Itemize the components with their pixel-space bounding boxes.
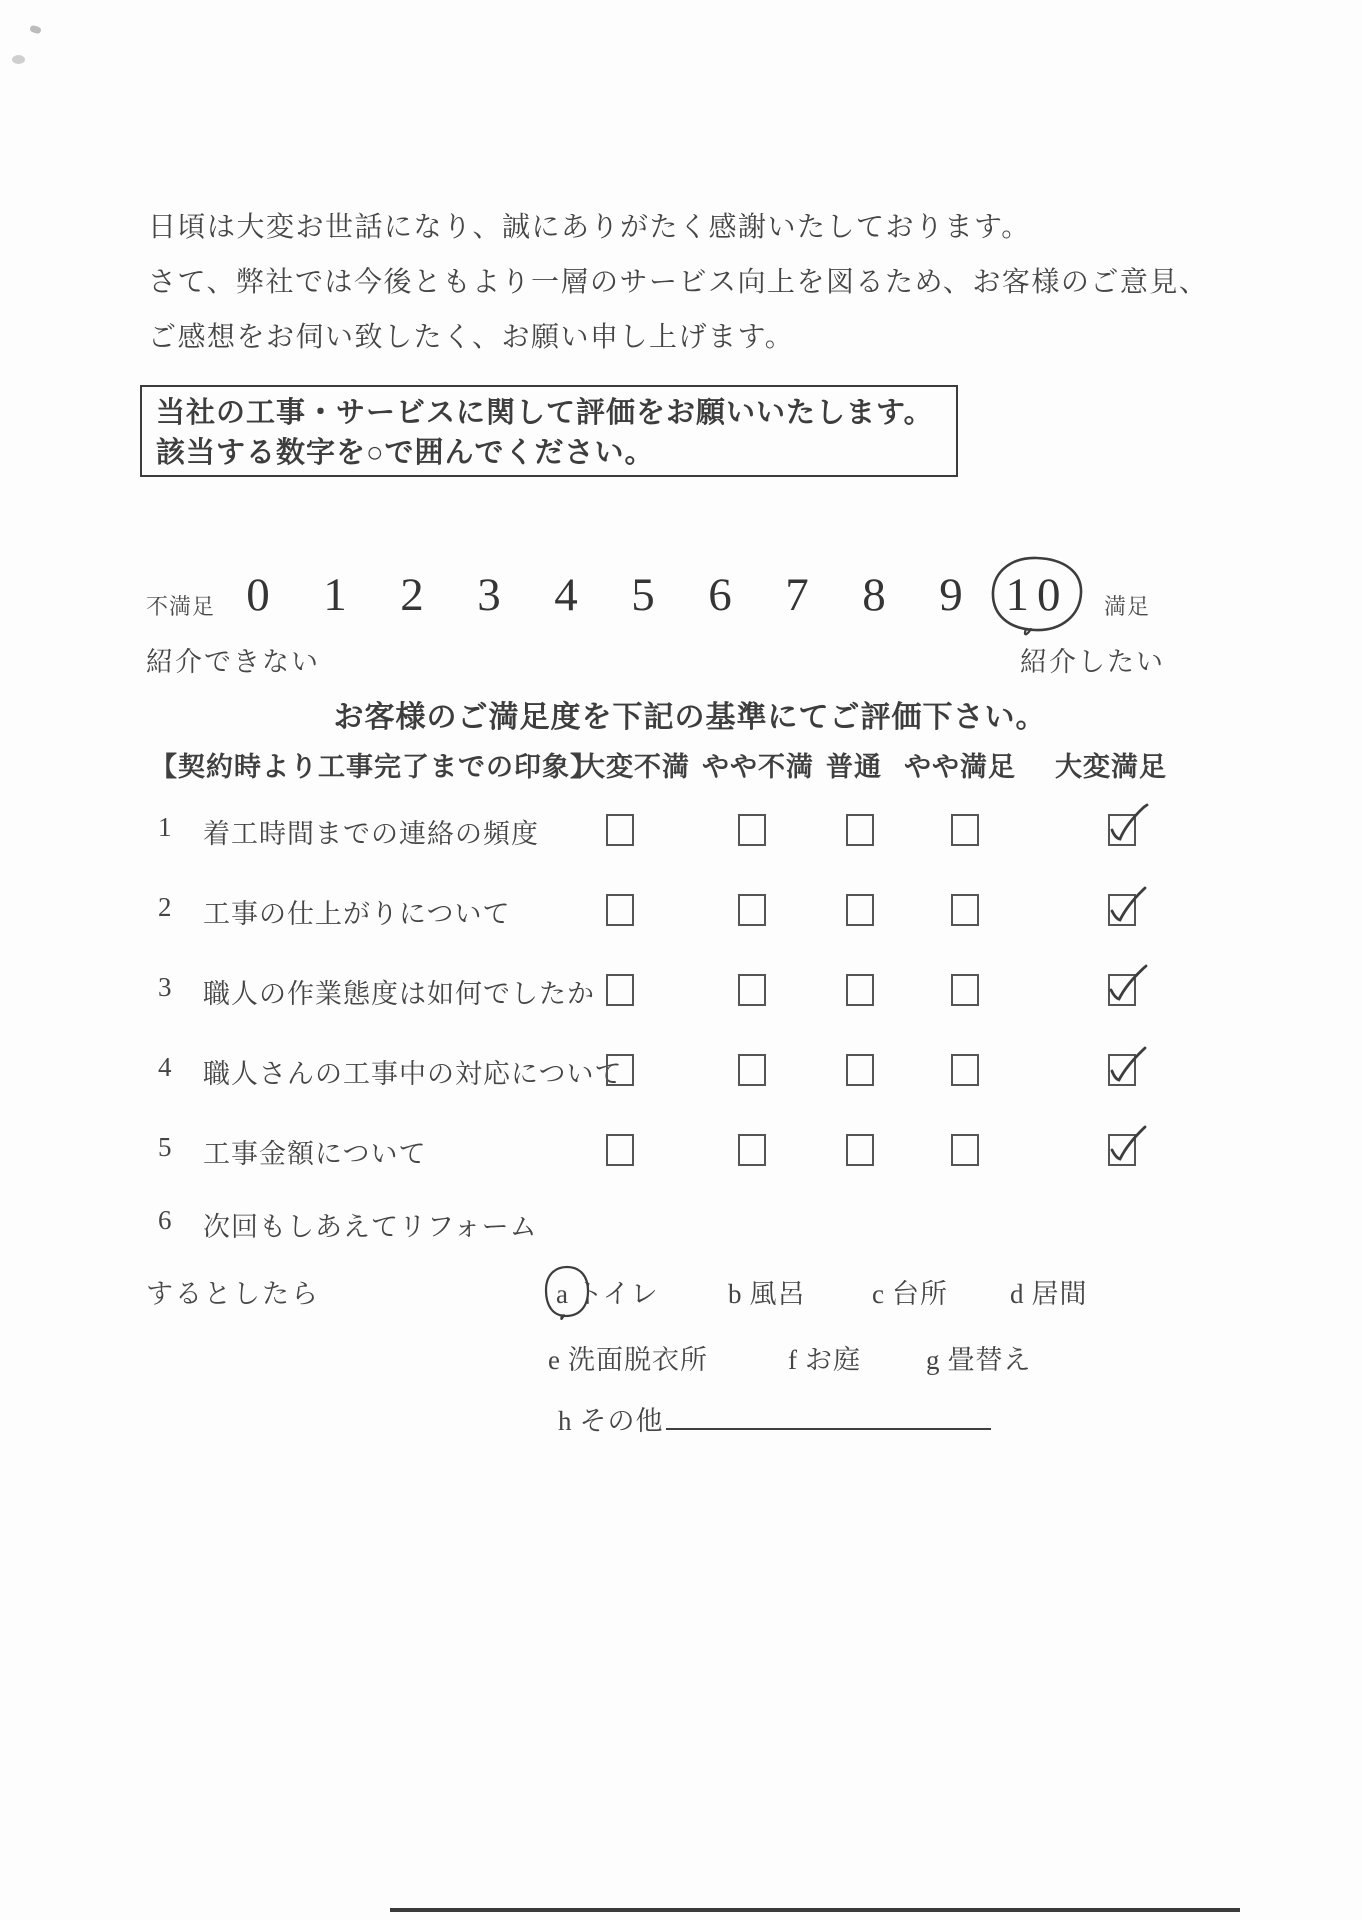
column-header: やや不満 [702,752,814,782]
ratings-title: お客様のご満足度を下記の基準にてご評価下さい。 [333,701,1047,734]
question-number: 3 [158,972,172,1002]
option-letter: c [872,1279,884,1309]
scale-number[interactable]: 3 [477,569,501,621]
rating-checkbox[interactable] [738,1054,766,1086]
check-mark-icon [1102,884,1150,930]
hand-drawn-circle-icon [540,1262,594,1322]
hand-drawn-circle-icon [985,553,1089,637]
rating-checkbox[interactable] [846,814,874,846]
question-number: 4 [158,1052,172,1082]
question-text: 着工時間までの連絡の頻度 [203,819,539,849]
option-g[interactable] [926,1338,1032,1377]
column-header: 普通 [826,752,882,782]
intro-line: ご感想をお伺い致したく、お願い申し上げます。 [148,322,795,353]
column-header: やや満足 [904,752,1016,782]
question-text: 工事の仕上がりについて [203,899,511,929]
rating-checkbox[interactable] [951,974,979,1006]
rating-checkbox[interactable] [606,1134,634,1166]
rating-checkbox[interactable] [846,1134,874,1166]
column-header: 大変満足 [1055,752,1167,782]
intro-line: さて、弊社では今後ともより一層のサービス向上を図るため、お客様のご意見、 [148,267,1209,298]
rating-checkbox[interactable] [738,894,766,926]
option-letter: a [556,1279,568,1309]
rating-checkbox[interactable] [846,1054,874,1086]
question-text: 次回もしあえてリフォーム [203,1212,538,1242]
option-label: その他 [579,1406,664,1436]
option-label: 風呂 [749,1279,806,1309]
check-mark-icon [1102,964,1150,1010]
question-text: 工事金額について [203,1139,427,1169]
option-b[interactable] [728,1272,806,1311]
option-label: 台所 [891,1279,948,1309]
scale-left-label: 不満足 [146,594,216,619]
scale-bottom-right-label: 紹介したい [1020,647,1165,677]
scale-number[interactable]: 9 [939,569,963,621]
scale-number[interactable]: 8 [862,569,886,621]
scale-right-label: 満足 [1104,594,1151,619]
option-letter: g [926,1345,940,1375]
instruction-box [140,385,958,477]
instruction-line: 当社の工事・サービスに関して評価をお願いいたします。 [156,397,934,429]
question-number: 1 [158,812,172,842]
rating-checkbox[interactable] [951,1134,979,1166]
rating-checkbox[interactable] [846,974,874,1006]
rating-checkbox[interactable] [606,1054,634,1086]
rating-checkbox[interactable] [846,894,874,926]
option-label: トイレ [575,1279,659,1309]
column-header: 大変不満 [578,752,690,782]
option-label: 居間 [1031,1279,1088,1309]
other-input-line[interactable] [666,1398,991,1430]
rating-checkbox[interactable] [738,814,766,846]
scale-number[interactable]: 0 [246,569,270,621]
question-number: 5 [158,1132,172,1162]
question-text: するとしたら [146,1279,320,1309]
check-mark-icon [1102,804,1150,850]
option-label: 畳替え [947,1345,1032,1375]
scale-number[interactable]: 1 [323,569,347,621]
instruction-line: 該当する数字を○で囲んでください。 [156,437,655,469]
scan-edge-line [390,1908,1240,1912]
rating-checkbox[interactable] [951,814,979,846]
option-e[interactable] [548,1338,708,1377]
option-letter: d [1010,1279,1024,1309]
question-number: 2 [158,892,172,922]
rating-checkbox[interactable] [606,894,634,926]
option-label: お庭 [805,1345,861,1375]
question-text: 職人の作業態度は如何でしたか [203,979,595,1009]
scale-number[interactable]: 2 [400,569,424,621]
check-mark-icon [1102,1044,1150,1090]
option-f[interactable] [788,1338,861,1377]
option-letter: b [728,1279,742,1309]
rating-checkbox[interactable] [738,1134,766,1166]
question-text: 職人さんの工事中の対応について [203,1059,623,1089]
option-d[interactable] [1010,1272,1088,1311]
scale-number[interactable]: 5 [631,569,655,621]
question-number: 6 [158,1205,172,1235]
rating-checkbox[interactable] [951,1054,979,1086]
scan-artifact [29,24,42,34]
option-letter: h [558,1406,572,1436]
option-c[interactable] [872,1272,948,1311]
ratings-section-header: 【契約時より工事完了までの印象】 [150,752,598,782]
rating-checkbox[interactable] [738,974,766,1006]
scale-bottom-left-label: 紹介できない [146,647,320,677]
rating-checkbox[interactable] [606,814,634,846]
scan-artifact [12,55,25,64]
option-letter: f [788,1345,797,1375]
option-a[interactable] [556,1272,659,1311]
option-h[interactable] [558,1398,991,1438]
scale-number[interactable]: 6 [708,569,732,621]
rating-checkbox[interactable] [951,894,979,926]
intro-line: 日頃は大変お世話になり、誠にありがたく感謝いたしております。 [148,212,1031,243]
scale-number-selected[interactable]: 10 [1005,569,1069,621]
scale-number[interactable]: 4 [554,569,578,621]
option-letter: e [548,1345,560,1375]
scale-number[interactable]: 7 [785,569,809,621]
check-mark-icon [1102,1124,1150,1170]
option-label: 洗面脱衣所 [567,1345,708,1375]
rating-checkbox[interactable] [606,974,634,1006]
